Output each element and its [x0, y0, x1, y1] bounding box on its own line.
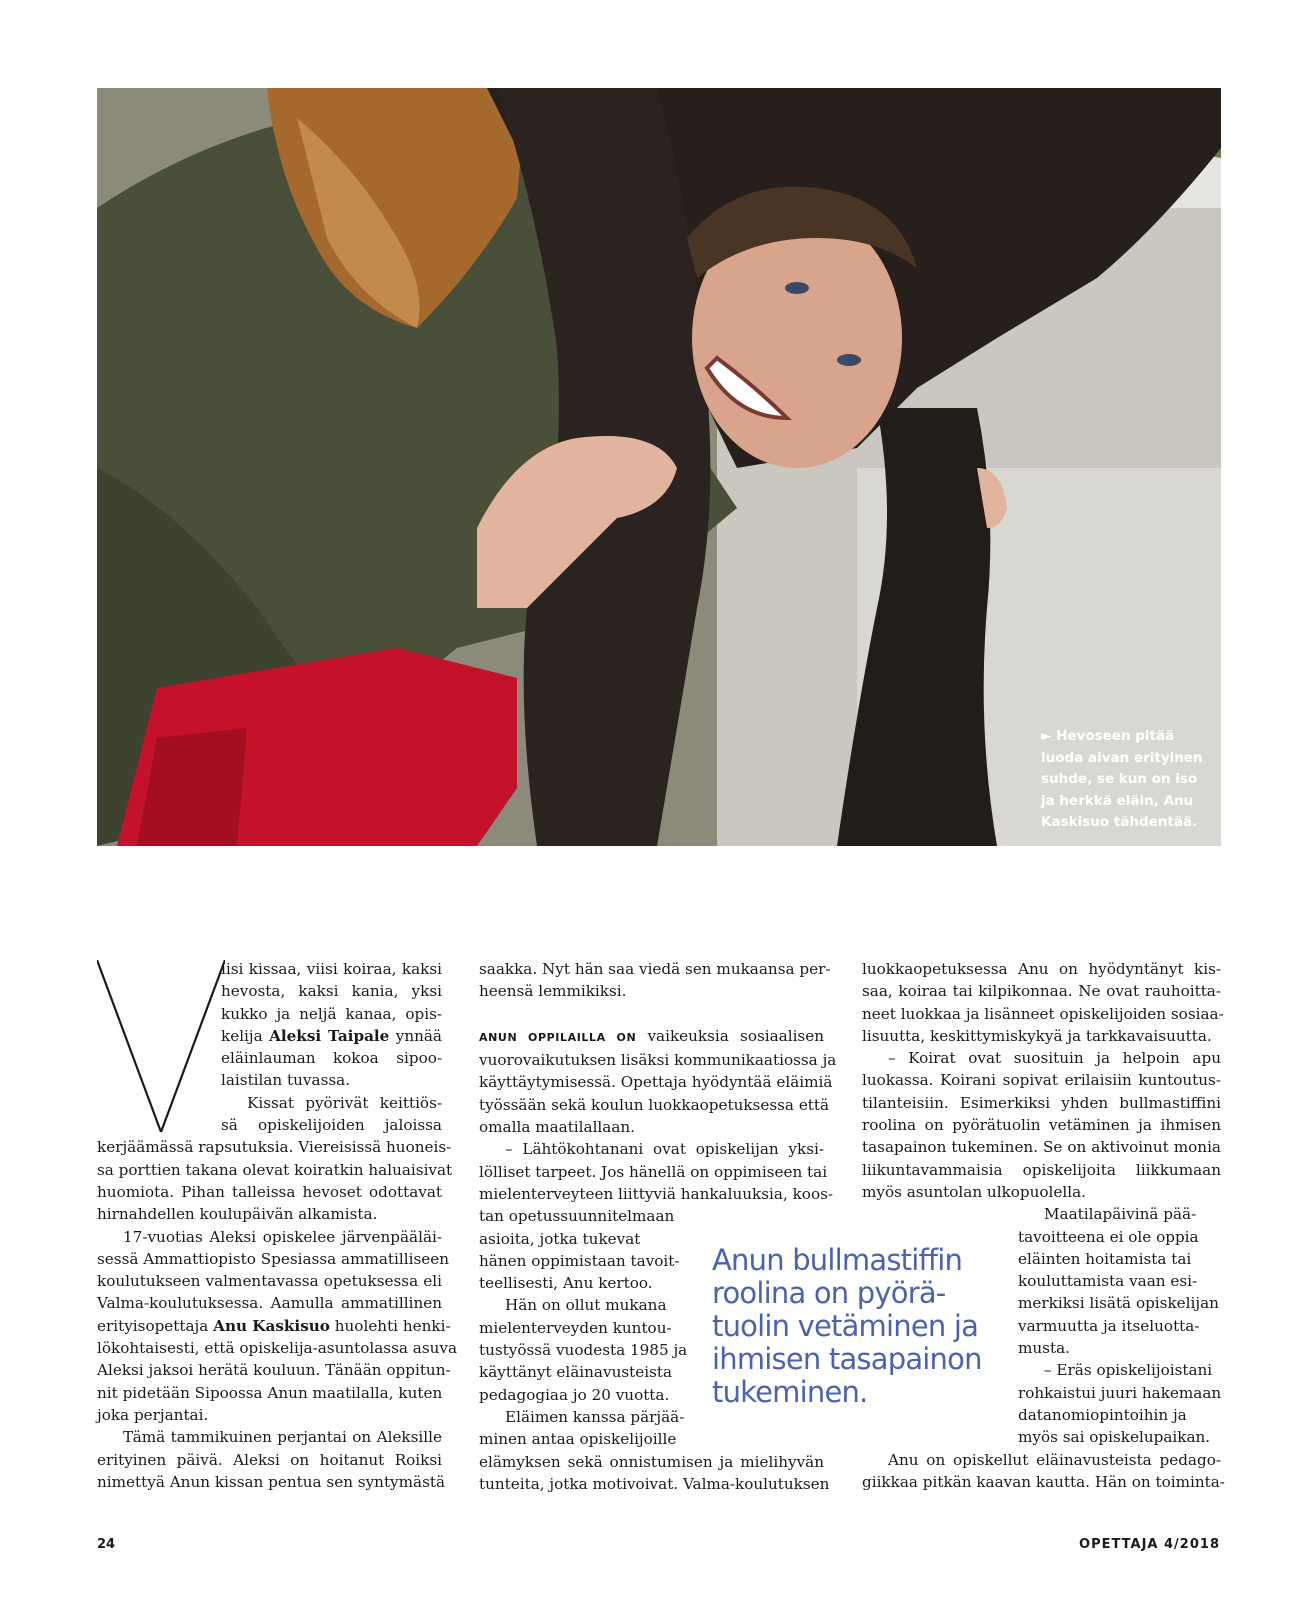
- person-name: Aleksi Taipale: [269, 1026, 390, 1045]
- pull-quote: Anun bullmastiffin roolina on pyörä- tuolin vetäminen ja ihmisen tasapainon tukeminen.: [712, 1243, 982, 1409]
- text-line: [479, 1025, 824, 1049]
- text-line: tan opetussuunnitelmaan: [479, 1207, 675, 1226]
- text-line: nimettyä Anun kissan pentua sen syntymästä: [97, 1472, 446, 1491]
- text-line: – Eräs opiskelijoistani: [1044, 1361, 1213, 1380]
- text-line: saa, koiraa tai kilpikonnaa. Ne ovat rauhoitta-: [862, 982, 1221, 1001]
- text-line: luokkaopetuksessa Anu on hyödyntänyt kis-: [862, 960, 1221, 978]
- text-line: sessä Ammattiopisto Spesiassa ammatilliseen: [97, 1249, 450, 1268]
- text-line: minen antaa opiskelijoille: [479, 1430, 677, 1449]
- text-run: vaikeuksia sosiaalisen: [636, 1026, 824, 1045]
- text-line: asioita, jotka tukevat: [479, 1229, 641, 1248]
- text-line: elämyksen sekä onnistumisen ja mielihyvän: [479, 1452, 824, 1471]
- text-run: huolehti henki-: [329, 1316, 451, 1335]
- text-line: lölliset tarpeet. Jos hänellä on oppimiseen tai: [479, 1162, 828, 1181]
- text-line: 17-vuotias Aleksi opiskelee järvenpääläi-: [123, 1227, 442, 1246]
- page-number: 24: [97, 1537, 116, 1552]
- text-line: tunteita, jotka motivoivat. Valma-koulutuksen: [479, 1474, 830, 1493]
- text-line: tavoitteena ei ole oppia: [1018, 1227, 1199, 1246]
- text-line: musta.: [1018, 1339, 1070, 1358]
- text-line: datanomiopintoihin ja: [1018, 1405, 1187, 1424]
- text-line: myös sai opiskelupaikan.: [1018, 1428, 1211, 1447]
- text-line: saakka. Nyt hän saa viedä sen mukaansa per-: [479, 960, 831, 978]
- text-line: varmuutta ja itseluotta-: [1018, 1316, 1200, 1335]
- text-line: roolina on pyörätuolin vetäminen ja ihmisen: [862, 1116, 1221, 1135]
- magazine-issue: OPETTAJA 4/2018: [1079, 1537, 1220, 1552]
- text-line: – Lähtökohtanani ovat opiskelijan yksi-: [505, 1140, 824, 1159]
- text-line: merkiksi lisätä opiskelijan: [1018, 1294, 1219, 1313]
- text-line: kouluttamista vaan esi-: [1018, 1272, 1198, 1291]
- text-line: kerjäämässä rapsutuksia. Viereisissä huoneis-: [97, 1138, 452, 1157]
- text-line: Eläimen kanssa pärjää-: [505, 1407, 685, 1426]
- text-line: kukko ja neljä kanaa, opis-: [221, 1004, 442, 1023]
- text-line: omalla maatilallaan.: [479, 1118, 636, 1137]
- text-line: pedagogiaa jo 20 vuotta.: [479, 1385, 670, 1404]
- photo-caption: ► Hevoseen pitää luoda aivan erityinen suhde, se kun on iso ja herkkä eläin, Anu Kaskisuo tähdentää.: [1041, 728, 1203, 830]
- text-line: huomiota. Pihan talleissa hevoset odottavat: [97, 1182, 442, 1201]
- text-line: Tämä tammikuinen perjantai on Aleksille: [123, 1428, 442, 1447]
- text-line: nit pidetään Sipoossa Anun maatilalla, kuten: [97, 1383, 443, 1402]
- text-line: teellisesti, Anu kertoo.: [479, 1274, 653, 1293]
- text-line: giikkaa pitkän kaavan kautta. Hän on toiminta-: [862, 1472, 1225, 1491]
- text-line: erityinen päivä. Aleksi on hoitanut Roiksi: [97, 1450, 442, 1469]
- paragraph-spacer: [479, 1003, 824, 1025]
- text-line: liikuntavammaisia opiskelijoita liikkumaan: [862, 1160, 1221, 1179]
- article-photo: [97, 88, 1221, 846]
- text-line: eläinten hoitamista tai: [1018, 1249, 1192, 1268]
- article-column-3: [862, 958, 1225, 1493]
- text-run: ynnää: [389, 1026, 442, 1045]
- text-line: mielenterveyteen liittyviä hankaluuksia, koos-: [479, 1184, 834, 1203]
- text-line: Valma-koulutuksessa. Aamulla ammatillinen: [97, 1294, 442, 1313]
- text-run: kelija: [221, 1026, 270, 1045]
- text-line: luokassa. Koirani sopivat erilaisiin kuntoutus-: [862, 1071, 1221, 1090]
- text-line: lökohtaisesti, että opiskelija-asuntolassa asuva: [97, 1339, 458, 1358]
- text-line: rohkaistui juuri hakemaan: [1018, 1383, 1222, 1402]
- lead-in: ANUN OPPILAILLA ON: [479, 1030, 637, 1044]
- text-line: hänen oppimistaan tavoit-: [479, 1251, 680, 1270]
- text-line: hevosta, kaksi kania, yksi: [221, 982, 442, 1001]
- text-line: sä opiskelijoiden jaloissa: [221, 1116, 442, 1135]
- text-line: tustyössä vuodesta 1985 ja: [479, 1341, 688, 1360]
- text-line: Maatilapäivinä pää-: [1044, 1205, 1197, 1224]
- text-line: neet luokkaa ja lisänneet opiskelijoiden sosiaa-: [862, 1004, 1224, 1023]
- text-line: vuorovaikutuksen lisäksi kommunikaatiossa ja: [479, 1051, 837, 1070]
- text-line: tasapainon tukeminen. Se on aktivoinut monia: [862, 1138, 1221, 1157]
- text-line: joka perjantai.: [97, 1405, 209, 1424]
- text-line: Kissat pyörivät keittiös-: [247, 1093, 442, 1112]
- text-line: – Koirat ovat suosituin ja helpoin apu: [888, 1049, 1221, 1068]
- text-line: laistilan tuvassa.: [221, 1071, 351, 1090]
- text-line: käyttänyt eläinavusteista: [479, 1363, 673, 1382]
- text-line: tilanteisiin. Esimerkiksi yhden bullmastiffini: [862, 1093, 1221, 1112]
- text-line: Aleksi jaksoi herätä kouluun. Tänään oppitun-: [97, 1361, 451, 1380]
- text-line: [221, 1025, 442, 1047]
- text-line: [97, 1315, 451, 1337]
- person-name: Anu Kaskisuo: [213, 1316, 330, 1335]
- text-line: mielenterveyden kuntou-: [479, 1318, 672, 1337]
- article-column-2: [479, 958, 837, 1495]
- text-line: hirnahdellen koulupäivän alkamista.: [97, 1205, 378, 1224]
- text-line: lisuutta, keskittymiskykyä ja tarkkavaisuutta.: [862, 1026, 1212, 1045]
- text-line: Hän on ollut mukana: [505, 1296, 667, 1315]
- text-line: eläinlauman kokoa sipoo-: [221, 1049, 442, 1068]
- text-line: sa porttien takana olevat koiratkin haluaisivat: [97, 1160, 453, 1179]
- text-line: Anu on opiskellut eläinavusteista pedago-: [888, 1450, 1221, 1469]
- text-line: työssään sekä koulun luokkaopetuksessa että: [479, 1095, 830, 1114]
- drop-cap-text: V: [161, 960, 162, 961]
- article-column-1: [97, 958, 458, 1493]
- text-line: käyttäytymisessä. Opettaja hyödyntää eläimiä: [479, 1073, 833, 1092]
- text-line: heensä lemmikiksi.: [479, 982, 627, 1001]
- text-line: koulutukseen valmentavassa opetuksessa eli: [97, 1272, 442, 1291]
- text-line: iisi kissaa, viisi koiraa, kaksi: [221, 960, 442, 978]
- text-line: myös asuntolan ulkopuolella.: [862, 1182, 1087, 1201]
- text-run: erityisopettaja: [97, 1316, 214, 1335]
